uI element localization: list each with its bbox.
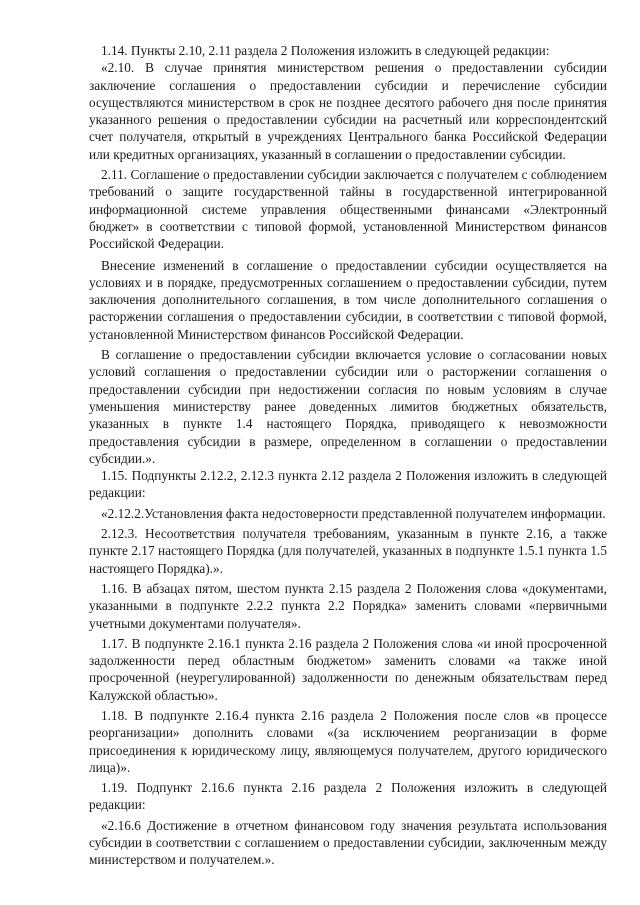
paragraph-2-12-2: «2.12.2.Установления факта недостоверности представленной получателем информации. [101, 505, 606, 521]
paragraph-2-16-6: «2.16.6 Достижение в отчетном финансовом году значения результата использования субсидии в соответствии с соглашением о предоставлении субсидии, заключенным между министерством и получателем.». [89, 817, 607, 868]
paragraph-1-18: 1.18. В подпункте 2.16.4 пункта 2.16 раздела 2 Положения после слов «в процессе реорганизации» дополнить словами «(за исключением реорганизации в форме присоединения к юридическому лицу, являющемуся получателем, другого юридического лица)». [89, 707, 607, 775]
paragraph-agreement-condition: В соглашение о предоставлении субсидии включается условие о согласовании новых условий соглашения о предоставлении субсидии или о расторжении соглашения о предоставлении субсидии при недостижении согласия по новым условиям в случае уменьшения министерству ранее доведенных лимитов бюджетных обязательств, указанных в пункте 1.4 настоящего Порядка, приводящего к невозможности предоставления субсидии в размере, определенном в соглашении о предоставлении субсидии.». [89, 347, 607, 466]
paragraph-2-12-3: 2.12.3. Несоответствия получателя требованиям, указанным в пункте 2.16, а также пункте 2.17 настоящего Порядка (для получателей, указанных в подпункте 1.5.1 пункта 1.5 настоящего Порядка).». [89, 526, 607, 576]
paragraph-1-19: 1.19. Подпункт 2.16.6 пункта 2.16 раздела 2 Положения изложить в следующей редакции: [89, 780, 607, 813]
paragraph-1-17: 1.17. В подпункте 2.16.1 пункта 2.16 раздела 2 Положения слова «и иной просроченной задолженности перед областным бюджетом» заменить словами «а также иной просроченной (неурегулированной) задолженности по денежным обязательствам перед Калужской областью». [89, 635, 607, 703]
paragraph-2-11: 2.11. Соглашение о предоставлении субсидии заключается с получателем с соблюдением требований о защите государственной тайны в государственной интегрированной информационной системе управления общественными финансами «Электронный бюджет» в соответствии с типовой формой, установленной Министерством финансов Российской Федерации. [89, 167, 607, 252]
paragraph-1-14: 1.14. Пункты 2.10, 2.11 раздела 2 Положения изложить в следующей редакции: [101, 43, 550, 58]
paragraph-2-10: «2.10. В случае принятия министерством решения о предоставлении субсидии заключение соглашения о предоставлении субсидии и перечисление субсидии осуществляются министерством в срок не позднее десятого рабочего дня после принятия указанного решения о предоставлении субсидии на расчетный или корреспондентский счет получателя, открытый в учреждениях Центрального банка Российской Федерации или кредитных организациях, указанный в соглашении о предоставлении субсидии. [89, 60, 607, 162]
paragraph-amendments: Внесение изменений в соглашение о предоставлении субсидии осуществляется на условиях и в порядке, предусмотренных соглашением о предоставлении субсидии, путем заключения дополнительного соглашения, в том числе дополнительного соглашения о расторжении соглашения о предоставлении субсидии, в соответствии с типовой формой, установленной Министерством финансов Российской Федерации. [89, 257, 607, 342]
paragraph-1-16: 1.16. В абзацах пятом, шестом пункта 2.15 раздела 2 Положения слова «документами, указанными в подпункте 2.2.2 пункта 2.2 Порядка» заменить словами «первичными учетными документами получателя». [89, 580, 607, 631]
paragraph-1-15: 1.15. Подпункты 2.12.2, 2.12.3 пункта 2.12 раздела 2 Положения изложить в следующей редакции: [89, 468, 607, 501]
